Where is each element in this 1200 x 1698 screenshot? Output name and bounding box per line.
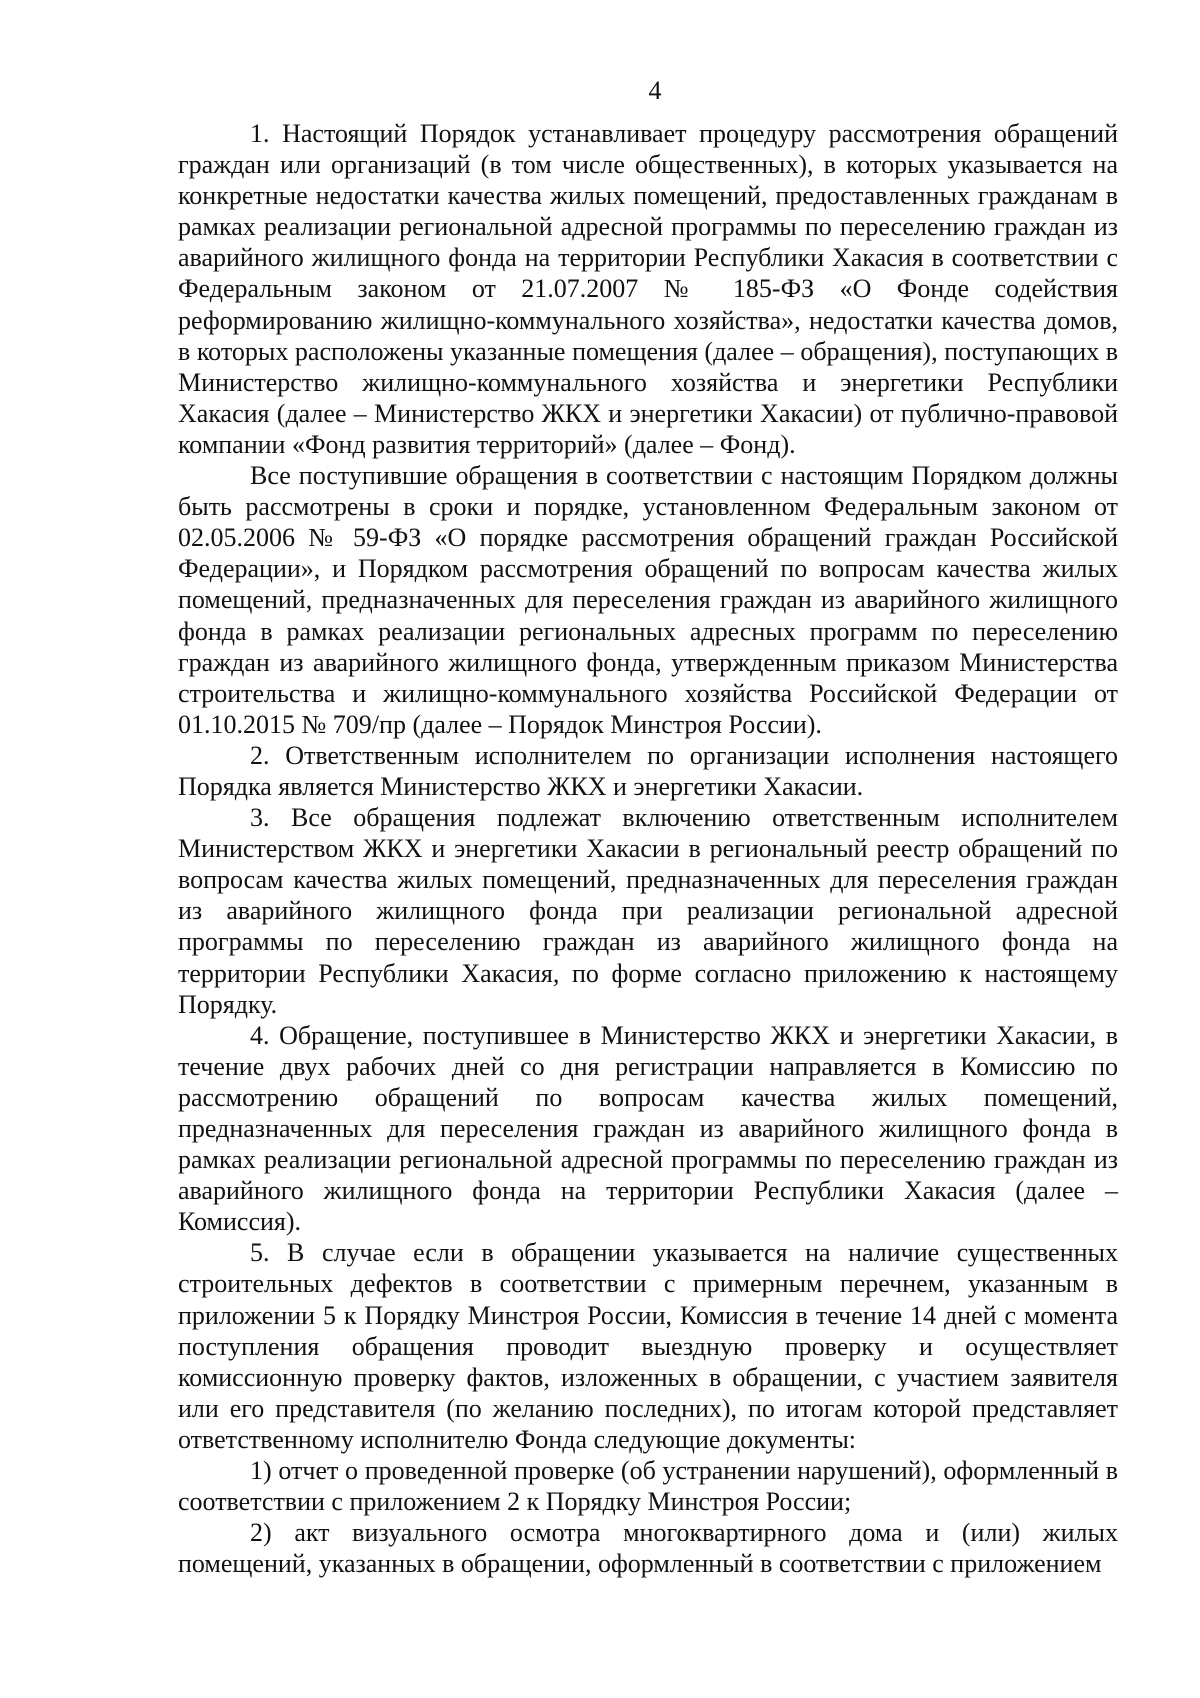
paragraph-3: 2. Ответственным исполнителем по организации исполнения настоящего Порядка является Министерство ЖКХ и энергетики Хакасии. (178, 740, 1118, 801)
document-body (178, 118, 1118, 1579)
paragraph-4: 3. Все обращения подлежат включению ответственным исполнителем Министерством ЖКХ и энергетики Хакасии в региональный реестр обращений по вопросам качества жилых помещений, предназначенных для переселения граждан из аварийного жилищного фонда при реализации региональной адресной программы по переселению граждан из аварийного жилищного фонда на территории Республики Хакасия, по форме согласно приложению к настоящему Порядку. (178, 803, 1118, 1019)
paragraph-8: 2) акт визуального осмотра многоквартирного дома и (или) жилых помещений, указанных в обращении, оформленный в соответствии с приложением (178, 1518, 1118, 1579)
paragraph-6: 5. В случае если в обращении указывается на наличие существенных строительных дефектов в соответствии с примерным перечнем, указанным в приложении 5 к Порядку Минстроя России, Комиссия в течение 14 дней с момента поступления обращения проводит выездную проверку и осуществляет комиссионную проверку фактов, изложенных в обращении, с участием заявителя или его представителя (по желанию последних), по итогам которой представляет ответственному исполнителю Фонда следующие документы: (178, 1238, 1118, 1454)
paragraph-1: 1. Настоящий Порядок устанавливает процедуру рассмотрения обращений граждан или организаций (в том числе общественных), в которых указывается на конкретные недостатки качества жилых помещений, предоставленных гражданам в рамках реализации региональной адресной программы по переселению граждан из аварийного жилищного фонда на территории Республики Хакасия в соответствии с Федеральным законом от 21.07.2007 № 185-ФЗ «О Фонде содействия реформированию жилищно-коммунального хозяйства», недостатки качества домов, в которых расположены указанные помещения (далее – обращения), поступающих в Министерство жилищно-коммунального хозяйства и энергетики Республики Хакасия (далее – Министерство ЖКХ и энергетики Хакасии) от публично-правовой компании «Фонд развития территорий» (далее – Фонд). (178, 119, 1118, 459)
page-number: 4 (648, 76, 662, 105)
paragraph-2: Все поступившие обращения в соответствии с настоящим Порядком должны быть рассмотрены в сроки и порядке, установленном Федеральным законом от 02.05.2006 № 59-ФЗ «О порядке рассмотрения обращений граждан Российской Федерации», и Порядком рассмотрения обращений по вопросам качества жилых помещений, предназначенных для переселения граждан из аварийного жилищного фонда в рамках реализации региональных адресных программ по переселению граждан из аварийного жилищного фонда, утвержденным приказом Министерства строительства и жилищно-коммунального хозяйства Российской Федерации от 01.10.2015 № 709/пр (далее – Порядок Минстроя России). (178, 461, 1118, 739)
paragraph-7: 1) отчет о проведенной проверке (об устранении нарушений), оформленный в соответствии с приложением 2 к Порядку Минстроя России; (178, 1456, 1118, 1517)
paragraph-5: 4. Обращение, поступившее в Министерство ЖКХ и энергетики Хакасии, в течение двух рабочих дней со дня регистрации направляется в Комиссию по рассмотрению обращений по вопросам качества жилых помещений, предназначенных для переселения граждан из аварийного жилищного фонда в рамках реализации региональной адресной программы по переселению граждан из аварийного жилищного фонда на территории Республики Хакасия (далее – Комиссия). (178, 1020, 1118, 1237)
